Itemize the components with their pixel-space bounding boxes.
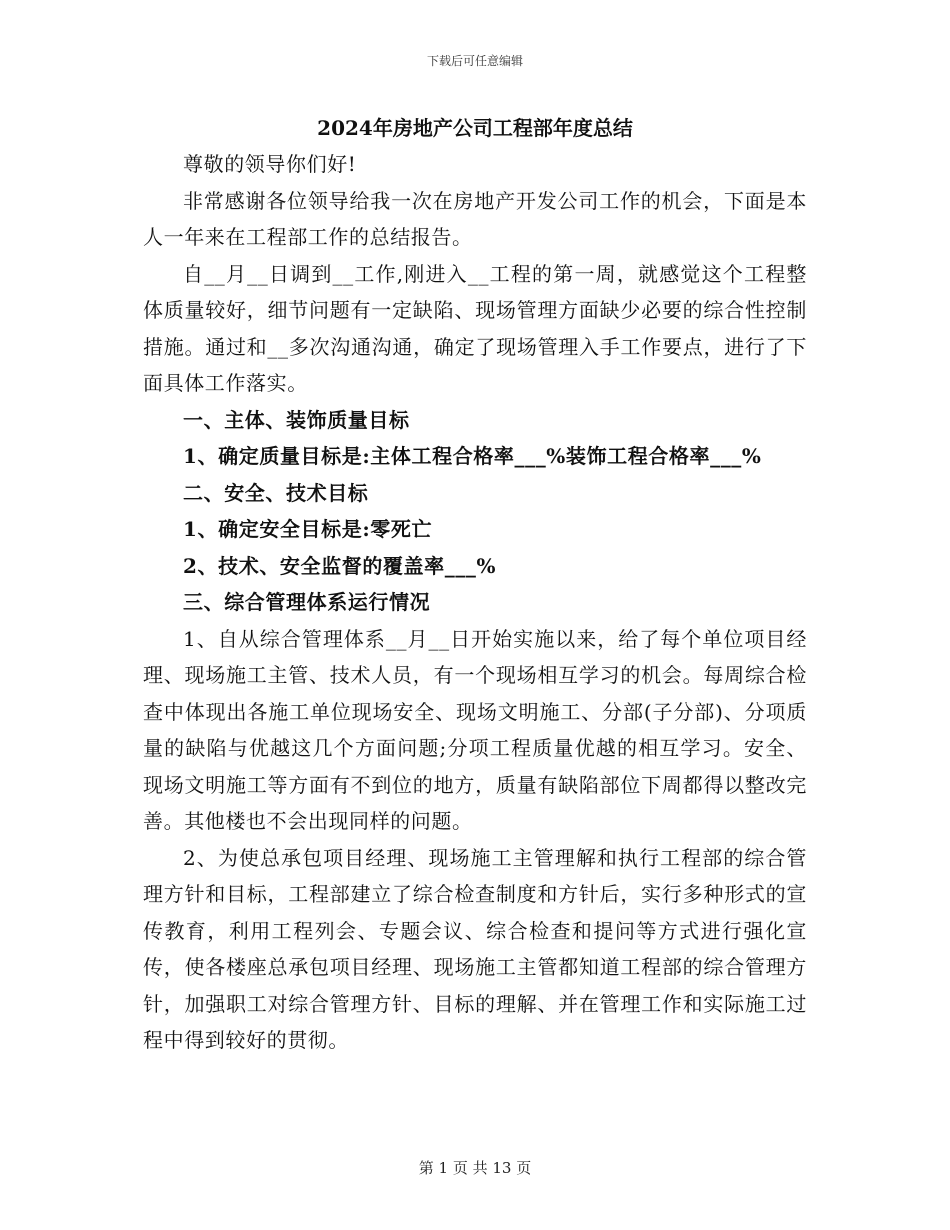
coverage-target-item: 2、技术、安全监督的覆盖率___% xyxy=(183,553,497,578)
safety-target-item: 1、确定安全目标是:零死亡 xyxy=(183,517,433,541)
document-body xyxy=(143,110,807,1059)
management-paragraph-2: 2、为使总承包项目经理、现场施工主管理解和执行工程部的综合管理方针和目标，工程部建立了综合检查制度和方针后，实行多种形式的宣传教育，利用工程列会、专题会议、综合检查和提问等方式进行强化宣传，使各楼座总承包项目经理、现场施工主管都知道工程部的综合管理方针，加强职工对综合管理方针、目标的理解、并在管理工作和实际施工过程中得到较好的贯彻。 xyxy=(143,845,807,1052)
management-paragraph-1: 1、自从综合管理体系__月__日开始实施以来，给了每个单位项目经理、现场施工主管、技术人员，有一个现场相互学习的机会。每周综合检查中体现出各施工单位现场安全、现场文明施工、分部(子分部)、分项质量的缺陷与优越这几个方面问题;分项工程质量优越的相互学习。安全、现场文明施工等方面有不到位的地方，质量有缺陷部位下周都得以整改完善。其他楼也不会出现同样的问题。 xyxy=(143,626,807,833)
quality-target-item: 1、确定质量目标是:主体工程合格率___%装饰工程合格率___% xyxy=(183,444,762,468)
section-heading-management: 三、综合管理体系运行情况 xyxy=(183,590,431,614)
document-title: 2024年房地产公司工程部年度总结 xyxy=(317,116,633,140)
section-heading-quality: 一、主体、装饰质量目标 xyxy=(183,407,410,432)
header-note: 下载后可任意编辑 xyxy=(426,54,523,68)
page-footer: 第 1 页 共 13 页 xyxy=(418,1159,532,1177)
paragraph-background: 自__月__日调到__工作,刚进入__工程的第一周，就感觉这个工程整体质量较好，细节问题有一定缺陷、现场管理方面缺少必要的综合性控制措施。通过和__多次沟通沟通，确定了现场管理入手工作要点，进行了下面具体工作落实。 xyxy=(143,261,807,395)
greeting: 尊敬的领导你们好! xyxy=(183,152,357,176)
section-heading-safety: 二、安全、技术目标 xyxy=(183,480,369,505)
paragraph-intro: 非常感谢各位领导给我一次在房地产开发公司工作的机会，下面是本人一年来在工程部工作的总结报告。 xyxy=(143,188,807,249)
